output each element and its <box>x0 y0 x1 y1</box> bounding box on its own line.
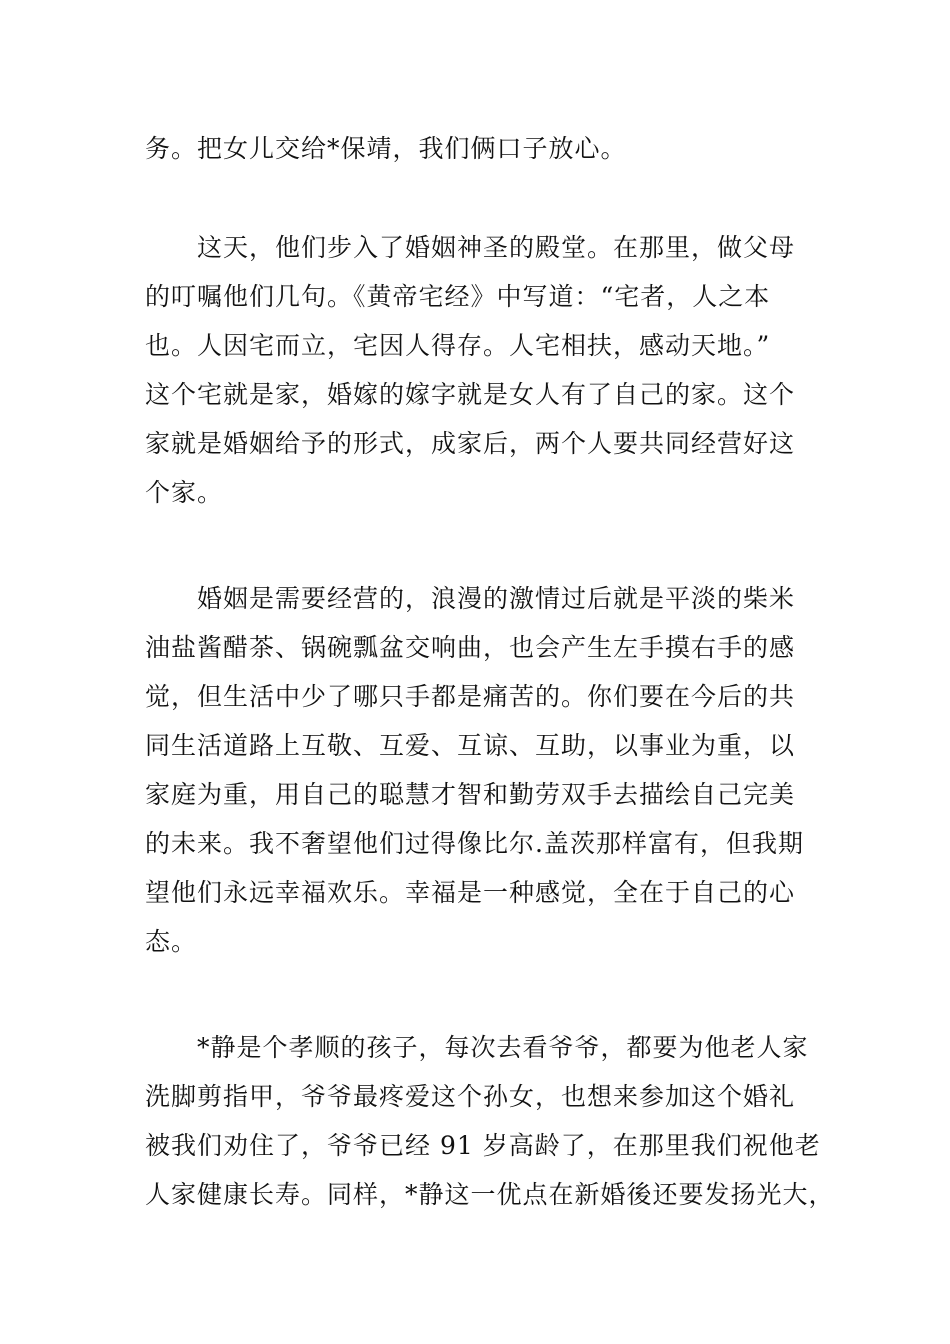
paragraph-line: 这天，他们步入了婚姻神圣的殿堂。在那里，做父母 <box>197 233 796 262</box>
paragraph-line: 家就是婚姻给予的形式，成家后，两个人要共同经营好这 <box>145 429 796 458</box>
paragraph-2 <box>145 223 825 517</box>
paragraph-line: 家庭为重，用自己的聪慧才智和勤劳双手去描绘自己完美 <box>145 780 796 809</box>
paragraph-line: 被我们劝住了，爷爷已经 91 岁高龄了，在那里我们祝他老 <box>145 1131 821 1160</box>
paragraph-line: 同生活道路上互敬、互爱、互谅、互助，以事业为重，以 <box>145 731 796 760</box>
paragraph-line: 人家健康长寿。同样，*静这一优点在新婚後还要发扬光大， <box>145 1180 835 1209</box>
paragraph-line: 洗脚剪指甲，爷爷最疼爱这个孙女，也想来参加这个婚礼 <box>145 1082 796 1111</box>
paragraph-line: 的未来。我不奢望他们过得像比尔.盖茨那样富有，但我期 <box>145 829 804 858</box>
paragraph-line: 也。人因宅而立，宅因人得存。人宅相扶，感动天地。” <box>145 331 771 360</box>
paragraph-line: 婚姻是需要经营的，浪漫的激情过后就是平淡的柴米 <box>197 584 796 613</box>
paragraph-line: 这个宅就是家，婚嫁的嫁字就是女人有了自己的家。这个 <box>145 380 796 409</box>
paragraph-line: 态。 <box>145 927 198 956</box>
paragraph-line: 望他们永远幸福欢乐。幸福是一种感觉，全在于自己的心 <box>145 878 796 907</box>
paragraph-line: *静是个孝顺的孩子，每次去看爷爷，都要为他老人家 <box>197 1033 809 1062</box>
paragraph-3 <box>145 574 825 966</box>
paragraph-line: 个家。 <box>145 478 224 507</box>
paragraph-line: 油盐酱醋茶、锅碗瓢盆交响曲，也会产生左手摸右手的感 <box>145 633 796 662</box>
paragraph-4 <box>145 1023 835 1219</box>
paragraph-line: 觉，但生活中少了哪只手都是痛苦的。你们要在今后的共 <box>145 682 796 711</box>
paragraph-line: 务。把女儿交给*保靖，我们俩口子放心。 <box>145 134 627 163</box>
paragraph-1 <box>145 124 825 173</box>
paragraph-line: 的叮嘱他们几句。《黄帝宅经》中写道：“宅者，人之本 <box>145 282 771 311</box>
